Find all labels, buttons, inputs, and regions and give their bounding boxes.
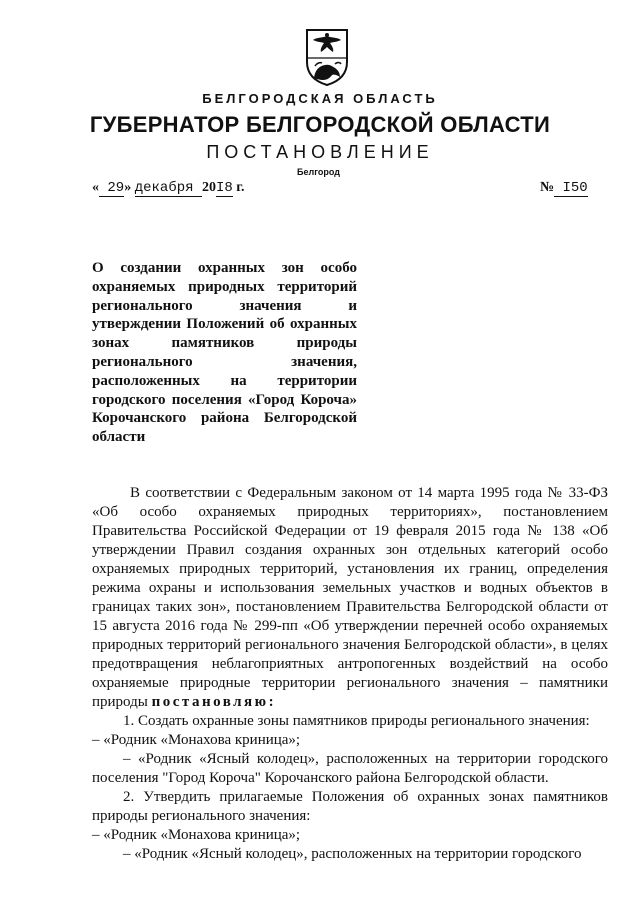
title-line: регионального значения и bbox=[92, 297, 357, 314]
city-name: Белгород bbox=[297, 167, 340, 177]
item-2: 2. Утвердить прилагаемые Положения об охранных зонах памятников природы регионального значения: bbox=[92, 789, 608, 824]
title-line: охраняемых природных территорий bbox=[92, 278, 357, 295]
date-month: декабря bbox=[134, 180, 202, 196]
number-label: № bbox=[540, 180, 555, 195]
item-1-sub-a: – «Родник «Монахова криница»; bbox=[92, 732, 301, 748]
title-line: зонах памятников природы bbox=[92, 335, 357, 352]
title-line: О создании охранных зон особо bbox=[92, 260, 357, 276]
title-line: городского поселения «Город Короча» bbox=[92, 391, 357, 408]
title-line: Корочанского района Белгородской bbox=[92, 410, 357, 427]
date-day: 29 bbox=[99, 180, 125, 196]
title-line: расположенных на территории bbox=[92, 372, 357, 389]
decree-word: постановляю bbox=[151, 694, 269, 710]
decree-colon: : bbox=[268, 694, 274, 710]
item-2-sub-a: – «Родник «Монахова криница»; bbox=[92, 827, 301, 843]
date-year-unit: г. bbox=[236, 180, 245, 195]
region-name: БЕЛГОРОДСКАЯ ОБЛАСТЬ bbox=[202, 91, 438, 106]
title-line: области bbox=[92, 429, 146, 446]
item-1-sub-b: – «Родник «Ясный колодец», расположенных на территории городского поселения "Город Короча" Корочанского района Белгородской области. bbox=[92, 751, 608, 786]
document-type: ПОСТАНОВЛЕНИЕ bbox=[206, 142, 434, 162]
date-open-quote: « bbox=[92, 180, 99, 195]
title-line: регионального значения, bbox=[92, 353, 357, 370]
title-line: утверждении Положений об охранных bbox=[92, 316, 357, 333]
document-body bbox=[92, 484, 608, 864]
authority-title: ГУБЕРНАТОР БЕЛГОРОДСКОЙ ОБЛАСТИ bbox=[89, 112, 551, 137]
date-year-suffix: I8 bbox=[215, 180, 233, 196]
document-number bbox=[540, 180, 588, 196]
item-1: 1. Создать охранные зоны памятников природы регионального значения: bbox=[123, 713, 590, 729]
item-2-sub-b: – «Родник «Ясный колодец», расположенных на территории городского bbox=[123, 846, 582, 862]
document-date bbox=[92, 180, 245, 196]
date-year-prefix: 20 bbox=[201, 180, 216, 195]
date-close-quote: » bbox=[124, 180, 132, 195]
document-title bbox=[92, 259, 357, 447]
preamble-text: В соответствии с Федеральным законом от 14 марта 1995 года № 33-ФЗ «Об особо охраняемых природных территориях», постановлением Правительства Российской Федерации от 19 февраля 2015 года № 138 «Об утверждении Правил создания охранных зон отдельных категорий особо охраняемых природных территорий, установления их границ, определения режима охраны и использования земельных участков и водных объектов в границах таких зон», постановлением Правительства Белгородской области от 15 августа 2016 года № 299-пп «Об утверждении перечней особо охраняемых природных территорий регионального значения Белгородской области», в целях предотвращения неблагоприятных антропогенных воздействий на особо охраняемые природные территории регионального значения – памятники природы bbox=[92, 485, 608, 710]
number-value: I50 bbox=[554, 180, 588, 196]
coat-of-arms-emblem bbox=[305, 28, 349, 86]
preamble-paragraph bbox=[92, 484, 608, 712]
